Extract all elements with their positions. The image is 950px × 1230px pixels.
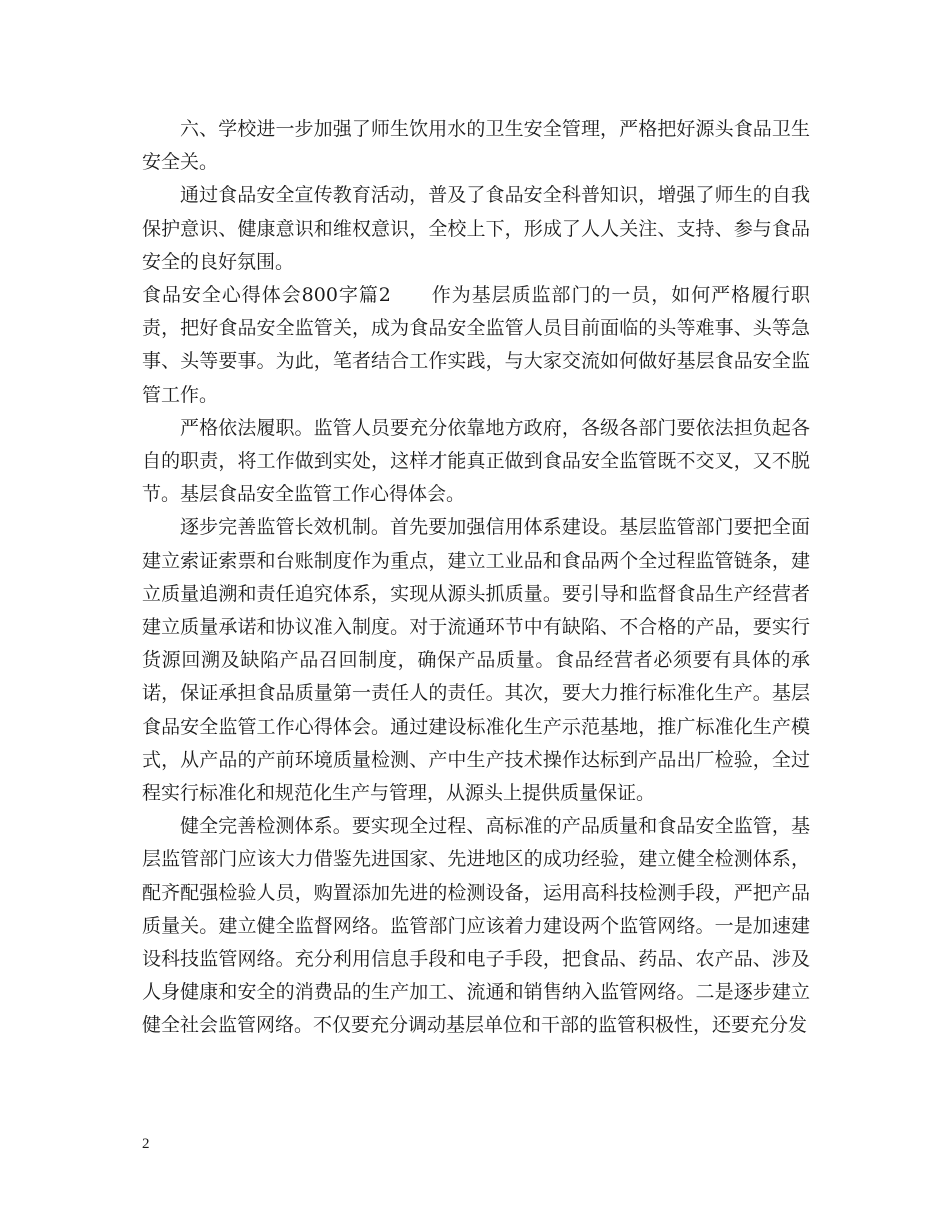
paragraph-2: 通过食品安全宣传教育活动，普及了食品安全科普知识，增强了师生的自我保护意识、健康意识和维权意识，全校上下，形成了人人关注、支持、参与食品安全的良好氛围。 xyxy=(142,184,810,273)
document-body xyxy=(142,113,810,1043)
paragraph-6: 健全完善检测体系。要实现全过程、高标准的产品质量和食品安全监管，基层监管部门应该大力借鉴先进国家、先进地区的成功经验，建立健全检测体系，配齐配强检验人员，购置添加先进的检测设备，运用高科技检测手段，严把产品质量关。建立健全监督网络。监管部门应该着力建设两个监管网络。一是加速建设科技监管网络。充分利用信息手段和电子手段，把食品、药品、农产品、涉及人身健康和安全的消费品的生产加工、流通和销售纳入监管网络。二是逐步建立健全社会监管网络。不仅要充分调动基层单位和干部的监管积极性，还要充分发 xyxy=(142,815,810,1037)
paragraph-3-section-title: 食品安全心得体会800字篇2 作为基层质监部门的一员，如何严格履行职责，把好食品安全监管关，成为食品安全监管人员目前面临的头等难事、头等急事、头等要事。为此，笔者结合工作实践，与大家交流如何做好基层食品安全监管工作。 xyxy=(142,284,810,406)
paragraph-4: 严格依法履职。监管人员要充分依靠地方政府，各级各部门要依法担负起各自的职责，将工作做到实处，这样才能真正做到食品安全监管既不交叉，又不脱节。基层食品安全监管工作心得体会。 xyxy=(142,416,810,506)
page-number: 2 xyxy=(142,1136,150,1152)
paragraph-1: 六、学校进一步加强了师生饮用水的卫生安全管理，严格把好源头食品卫生安全关。 xyxy=(142,118,810,174)
paragraph-5: 逐步完善监管长效机制。首先要加强信用体系建设。基层监管部门要把全面建立索证索票和台账制度作为重点，建立工业品和食品两个全过程监管链条，建立质量追溯和责任追究体系，实现从源头抓质量。要引导和监督食品生产经营者建立质量承诺和协议准入制度。对于流通环节中有缺陷、不合格的产品，要实行货源回溯及缺陷产品召回制度，确保产品质量。食品经营者必须要有具体的承诺，保证承担食品质量第一责任人的责任。其次，要大力推行标准化生产。基层食品安全监管工作心得体会。通过建设标准化生产示范基地，推广标准化生产模式，从产品的产前环境质量检测、产中生产技术操作达标到产品出厂检验，全过程实行标准化和规范化生产与管理，从源头上提供质量保证。 xyxy=(142,516,810,805)
